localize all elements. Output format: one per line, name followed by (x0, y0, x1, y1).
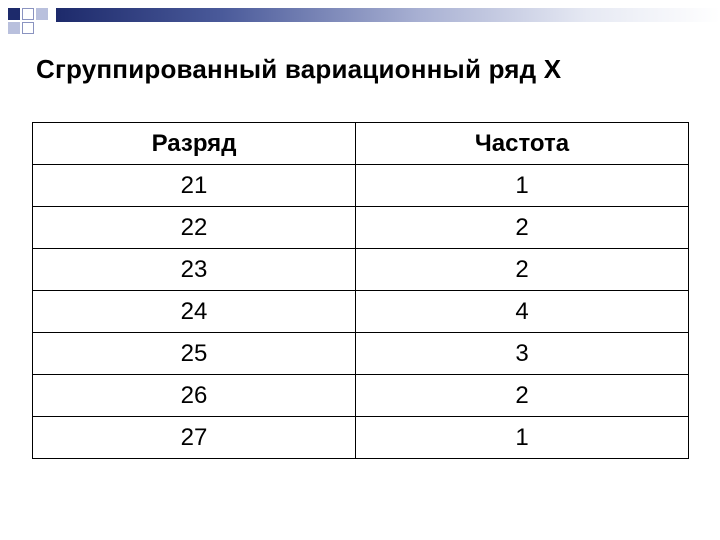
decor-square-light (22, 22, 34, 34)
category-cell: 23 (33, 249, 356, 291)
frequency-table (32, 122, 689, 459)
table-row (33, 207, 689, 249)
decor-square-mid (8, 22, 20, 34)
category-cell: 26 (33, 375, 356, 417)
frequency-cell: 1 (356, 165, 689, 207)
frequency-cell: 4 (356, 291, 689, 333)
frequency-cell: 2 (356, 375, 689, 417)
table-row (33, 249, 689, 291)
header-decoration (0, 0, 720, 40)
decor-square-mid (36, 8, 48, 20)
table-row (33, 417, 689, 459)
category-cell: 22 (33, 207, 356, 249)
decor-square-dark (8, 8, 20, 20)
table-row (33, 291, 689, 333)
category-cell: 21 (33, 165, 356, 207)
table-row (33, 375, 689, 417)
page-title: Сгруппированный вариационный ряд X (36, 54, 562, 84)
table-header-row (33, 123, 689, 165)
decor-square-light (22, 8, 34, 20)
category-cell: 27 (33, 417, 356, 459)
category-cell: 24 (33, 291, 356, 333)
table-row (33, 333, 689, 375)
header-gradient-bar (56, 8, 720, 22)
category-cell: 25 (33, 333, 356, 375)
frequency-cell: 3 (356, 333, 689, 375)
column-header-category: Разряд (33, 123, 356, 165)
column-header-frequency: Частота (356, 123, 689, 165)
frequency-cell: 2 (356, 207, 689, 249)
frequency-cell: 1 (356, 417, 689, 459)
table-row (33, 165, 689, 207)
frequency-cell: 2 (356, 249, 689, 291)
